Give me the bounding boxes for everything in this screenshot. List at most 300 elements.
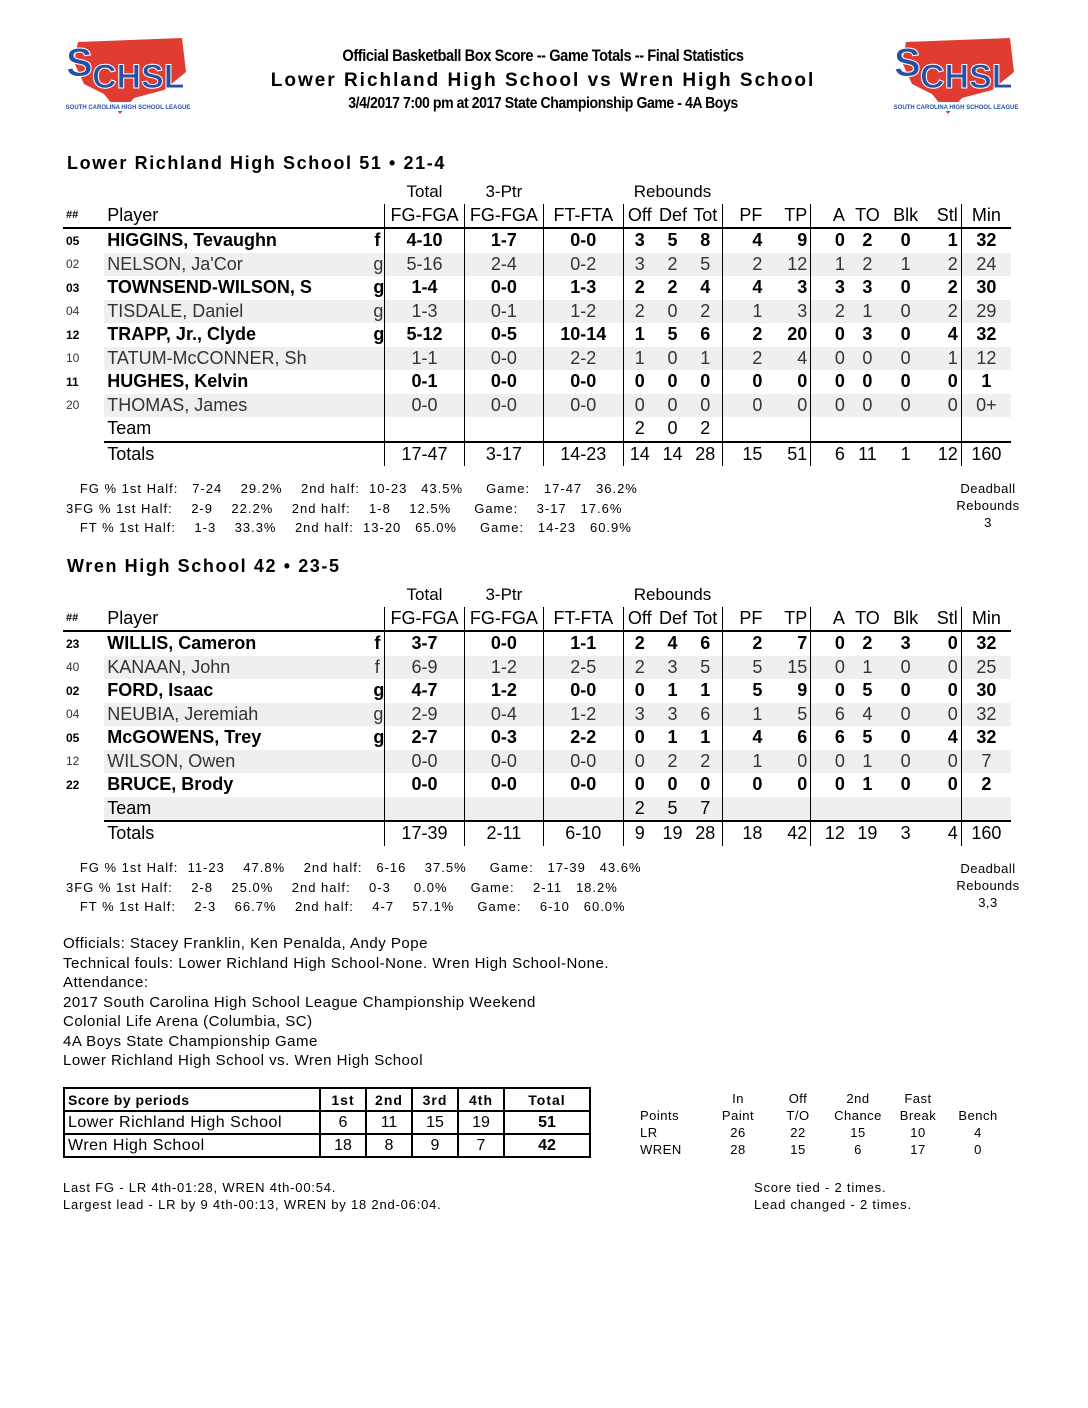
stat-blk: 0 [887,750,924,774]
periods-header-cell: 4th [458,1088,504,1111]
stat-min: 32 [961,703,1011,727]
stat-a: 0 [811,750,848,774]
player-name: TATUM-McCONNER, Sh [104,347,370,371]
stat-tp: 0 [797,774,808,795]
stat-pf: 1 [722,300,765,324]
points-header-cell: 2nd [846,1091,870,1106]
stat-tot: 2 [689,750,722,774]
stat-blk: 0 [900,680,911,701]
stat-ft: 14-23 [544,442,623,467]
player-number: 22 [66,777,80,792]
stat-a: 0 [811,656,848,680]
stat-fg: 3-7 [385,631,464,656]
stat-off: 1 [623,347,656,371]
stat-a: 0 [811,773,848,797]
player-row [63,773,1011,797]
stat-ft: 0-0 [544,773,623,797]
box-score-table [63,583,1011,846]
stat-off: 0 [623,370,656,394]
stat-ft: 0-2 [544,253,623,277]
column-header [63,204,1011,229]
player-position [370,347,384,371]
player-row [63,228,1011,253]
periods-header-cell: 2nd [366,1088,412,1111]
player-number: 12 [66,327,80,342]
player-position: g [373,727,385,748]
stat-fg: 0-0 [385,750,464,774]
team-label: Team [104,797,370,822]
stat-tp: 0 [765,394,810,418]
col-fg: FG-FGA [385,204,464,229]
stat-to: 3 [862,324,873,345]
player-name: TISDALE, Daniel [104,300,370,324]
stat-ft: 0-0 [544,750,623,774]
player-position: g [370,300,384,324]
stat-off: 2 [623,300,656,324]
note-line: Officials: Stacey Franklin, Ken Penalda, Andy Pope [63,935,428,952]
column-group-header [63,180,1011,204]
stat-fg3: 2-11 [464,821,543,846]
player-name: THOMAS, James [104,394,370,418]
stat-to: 0 [848,394,887,418]
player-row [63,679,1011,703]
pct-line: FT % 1st Half: 1-3 33.3% 2nd half: 13-20 65.0% Game: 14-23 60.9% [66,520,632,535]
player-name: WILSON, Owen [104,750,370,774]
report-title: Official Basketball Box Score -- Game Totals -- Final Statistics [342,46,744,65]
stat-def: 5 [667,324,678,345]
col-num: ## [63,204,104,229]
col-num: ## [63,607,104,632]
stat-fg: 4-10 [385,228,464,253]
col-tot: Tot [689,204,722,229]
stat-stl: 1 [947,230,958,251]
stat-tp: 7 [797,633,808,654]
stat-blk: 1 [887,253,924,277]
stat-fg3: 1-2 [464,656,543,680]
stat-blk: 3 [900,633,911,654]
stat-tp [765,417,810,442]
points-cell: 22 [790,1125,806,1140]
stat-fg3: 0-0 [464,631,543,656]
col-blk: Blk [887,204,924,229]
score-tied-line: Score tied - 2 times. [754,1180,887,1195]
stat-min: 2 [961,773,1011,797]
stat-def: 0 [656,394,689,418]
stat-tot: 4 [700,277,711,298]
stat-blk: 0 [900,230,911,251]
stat-to: 2 [848,253,887,277]
periods-cell: Wren High School [64,1134,320,1157]
stat-stl: 2 [947,277,958,298]
group-rebounds: Rebounds [633,181,712,201]
stat-min: 12 [961,347,1011,371]
stat-fg [385,797,464,822]
stat-off: 2 [623,276,656,300]
stat-def: 0 [656,300,689,324]
stat-fg: 0-0 [385,773,464,797]
stat-to [848,797,887,822]
periods-row [64,1134,590,1157]
stat-blk: 0 [900,774,911,795]
stat-def: 1 [667,727,678,748]
svg-text:CHSL: CHSL [92,58,185,96]
player-position: g [370,703,384,727]
stat-stl: 0 [947,633,958,654]
player-name: HIGGINS, Tevaughn [107,230,277,251]
points-header-cell: Points [640,1108,680,1123]
points-row [640,1124,1008,1141]
player-row [63,300,1011,324]
stat-off: 0 [623,773,656,797]
stat-a: 0 [811,323,848,347]
stat-fg: 1-1 [385,347,464,371]
stat-tot: 6 [700,633,711,654]
player-row [63,656,1011,680]
stat-tp [765,797,810,822]
points-header-cell: Bench [958,1108,998,1123]
periods-row [64,1111,590,1134]
stat-fg3: 0-5 [464,323,543,347]
player-number: 23 [66,636,80,651]
stat-to: 1 [862,774,873,795]
periods-header-cell: Score by periods [64,1088,320,1111]
stat-def: 19 [656,821,689,846]
points-cell: 26 [730,1125,746,1140]
note-line: 2017 South Carolina High School League Championship Weekend [63,993,536,1011]
stat-tot: 6 [700,324,711,345]
stat-min [961,797,1011,822]
stat-to: 1 [848,750,887,774]
stat-ft: 1-3 [544,276,623,300]
stat-min: 32 [961,228,1011,253]
stat-ft: 0-0 [544,394,623,418]
player-position: g [370,253,384,277]
periods-header-cell: Total [504,1088,590,1111]
stat-stl: 2 [924,253,961,277]
periods-cell: 19 [458,1111,504,1134]
stat-ft: 0-0 [544,679,623,703]
col-fg: FG-FGA [385,607,464,632]
points-header-cell: Break [899,1108,937,1123]
player-position [370,773,384,797]
points-header-cell: In [732,1091,744,1106]
stat-tp: 6 [797,727,808,748]
periods-cell: 8 [366,1134,412,1157]
stat-blk [887,417,924,442]
player-position [370,370,384,394]
stat-ft: 0-0 [544,370,623,394]
stat-def: 14 [656,442,689,467]
totals-row [63,821,1011,846]
stat-off: 0 [623,726,656,750]
stat-fg: 1-4 [385,276,464,300]
team-label: Team [107,418,152,439]
stat-tp: 4 [765,347,810,371]
col-blk: Blk [887,607,924,632]
points-header-cell: Off [788,1091,808,1106]
stat-min: 25 [961,656,1011,680]
player-number: 05 [66,233,80,248]
score-by-periods-table [63,1087,591,1158]
stat-min: 30 [961,276,1011,300]
player-row [63,276,1011,300]
player-row [63,703,1011,727]
stat-stl: 0 [924,703,961,727]
player-row [63,726,1011,750]
stat-off: 2 [623,656,656,680]
deadball-value: 3,3 [978,895,998,910]
stat-off: 1 [623,323,656,347]
player-name: WILLIS, Cameron [107,633,257,654]
col-stl: Stl [924,204,961,229]
points-header-cell: Paint [721,1108,755,1123]
stat-ft [544,797,623,822]
stat-fg3: 1-7 [464,228,543,253]
stat-blk: 0 [887,394,924,418]
footer-left [63,1179,442,1213]
player-position: f [374,230,381,251]
stat-fg: 6-9 [385,656,464,680]
stat-to: 5 [862,680,873,701]
stat-tp: 5 [765,703,810,727]
stat-fg3 [464,797,543,822]
col-tot: Tot [689,607,722,632]
stat-def: 2 [656,750,689,774]
player-number: 11 [66,374,79,389]
stat-min: 1 [961,370,1011,394]
stat-stl [924,417,961,442]
periods-header-cell: 3rd [412,1088,458,1111]
stat-blk: 0 [900,371,911,392]
stat-pf: 15 [722,442,765,467]
deadball-label: Deadball [960,861,1016,876]
periods-cell: 15 [412,1111,458,1134]
col-min: Min [961,607,1011,632]
event-line: 3/4/2017 7:00 pm at 2017 State Championship Game - 4A Boys [348,95,738,112]
stat-fg: 5-16 [385,253,464,277]
player-name: FORD, Isaac [107,680,214,701]
stat-a: 1 [811,253,848,277]
stat-fg3: 0-0 [464,773,543,797]
stat-tot: 2 [700,418,711,439]
periods-cell: Lower Richland High School [64,1111,320,1134]
footer-right [754,1179,912,1213]
stat-tot: 0 [700,774,711,795]
stat-pf: 4 [722,228,765,253]
player-position: g [373,324,385,345]
stat-def: 0 [667,418,678,439]
stat-pf: 2 [722,323,765,347]
stat-min: 30 [961,679,1011,703]
player-row [63,631,1011,656]
rebounds-label: Rebounds [956,878,1020,893]
stat-to: 3 [862,277,873,298]
stat-blk: 1 [887,442,924,467]
stat-off: 0 [623,679,656,703]
stat-tot: 1 [700,680,711,701]
deadball-rebounds [950,480,1026,531]
totals-label: Totals [104,442,370,467]
pct-line: FG % 1st Half: 11-23 47.8% 2nd half: 6-16 37.5% Game: 17-39 43.6% [66,860,642,875]
stat-a: 12 [811,821,848,846]
player-row [63,323,1011,347]
stat-fg3: 0-0 [464,347,543,371]
stat-tot: 0 [689,394,722,418]
col-off: Off [623,204,656,229]
note-line: Colonial Life Arena (Columbia, SC) [63,1013,313,1030]
stat-off: 9 [623,821,656,846]
shooting-percentages [66,479,638,538]
team-row [63,417,1011,442]
points-cell: 15 [790,1142,806,1157]
col-ft: FT-FTA [544,204,623,229]
stat-fg: 17-39 [385,821,464,846]
group-3ptr: 3-Ptr [485,181,523,201]
stat-fg: 2-7 [385,726,464,750]
stat-tp: 15 [765,656,810,680]
stat-pf: 0 [722,773,765,797]
stat-a: 2 [811,300,848,324]
stat-def: 2 [656,253,689,277]
stat-blk: 0 [887,656,924,680]
stat-tot: 28 [689,821,722,846]
svg-text:S: S [894,41,921,85]
points-header-cell [948,1090,1008,1107]
stat-tp: 3 [797,277,808,298]
stat-pf: 5 [722,656,765,680]
stat-pf: 0 [722,370,765,394]
deadball-value: 3 [984,515,992,530]
periods-cell: 9 [412,1134,458,1157]
pct-line: 3FG % 1st Half: 2-9 22.2% 2nd half: 1-8 12.5% Game: 3-17 17.6% [66,500,623,516]
stat-def: 5 [656,797,689,822]
stat-min [961,417,1011,442]
periods-cell: 18 [320,1134,366,1157]
stat-def: 0 [667,774,678,795]
col-ft: FT-FTA [544,607,623,632]
player-row [63,394,1011,418]
stat-off: 0 [623,750,656,774]
player-name: BRUCE, Brody [107,774,234,795]
stat-ft: 10-14 [544,323,623,347]
stat-tot: 2 [689,300,722,324]
stat-def: 3 [656,656,689,680]
stat-fg3: 1-2 [464,679,543,703]
col-player: Player [104,607,370,632]
stat-off: 3 [623,703,656,727]
player-position: f [374,633,381,654]
group-total: Total [406,584,443,604]
stat-tot: 7 [689,797,722,822]
col-to: TO [848,204,887,229]
player-number: 40 [63,656,104,680]
stat-fg: 0-1 [385,370,464,394]
stat-min: 24 [961,253,1011,277]
stat-stl: 4 [947,324,958,345]
points-header-cell [640,1090,708,1107]
stat-fg: 4-7 [385,679,464,703]
stat-stl: 12 [924,442,961,467]
stat-tp: 12 [765,253,810,277]
stat-fg3: 0-1 [464,300,543,324]
stat-off: 3 [623,228,656,253]
stat-tp: 9 [797,680,808,701]
stat-tot: 6 [689,703,722,727]
col-pf: PF [722,607,765,632]
player-name: TOWNSEND-WILSON, S [107,277,312,298]
stat-tp: 20 [787,324,808,345]
stat-a: 6 [811,703,848,727]
stat-fg3: 0-0 [464,276,543,300]
stat-stl: 0 [924,750,961,774]
stat-off: 3 [623,253,656,277]
stat-stl: 0 [924,656,961,680]
stat-a: 0 [811,394,848,418]
stat-ft: 1-2 [544,703,623,727]
stat-blk: 0 [887,300,924,324]
points-cell: 10 [910,1125,926,1140]
stat-stl: 0 [924,394,961,418]
col-def: Def [656,607,689,632]
stat-ft [544,417,623,442]
stat-pf: 2 [722,253,765,277]
svg-text:SOUTH CAROLINA HIGH SCHOOL LEA: SOUTH CAROLINA HIGH SCHOOL LEAGUE [65,105,191,111]
pct-line: FT % 1st Half: 2-3 66.7% 2nd half: 4-7 57.1% Game: 6-10 60.0% [66,899,626,914]
stat-stl: 0 [947,774,958,795]
points-cell: 17 [910,1142,926,1157]
stat-pf: 4 [722,276,765,300]
stat-def: 5 [667,230,678,251]
stat-pf: 1 [722,703,765,727]
stat-pf: 18 [722,821,765,846]
stat-blk: 0 [887,703,924,727]
stat-blk: 3 [887,821,924,846]
col-def: Def [656,204,689,229]
stat-min: 32 [961,631,1011,656]
stat-blk: 0 [900,277,911,298]
col-a: A [811,607,848,632]
points-header-cell: Chance [834,1108,882,1123]
player-position: g [373,680,385,701]
lead-changed-line: Lead changed - 2 times. [754,1197,912,1212]
periods-cell: 42 [504,1134,590,1157]
stat-pf [722,417,765,442]
points-cell: 4 [974,1125,982,1140]
stat-off: 0 [623,394,656,418]
points-breakdown-table [640,1090,1008,1158]
player-row [63,253,1011,277]
stat-stl: 1 [924,347,961,371]
stat-pf: 0 [722,394,765,418]
stat-def: 0 [667,371,678,392]
col-min: Min [961,204,1011,229]
points-header [640,1090,1008,1107]
player-number: 12 [63,750,104,774]
player-number: 04 [63,703,104,727]
deadball-label: Deadball [960,481,1016,496]
stat-ft: 2-5 [544,656,623,680]
player-name: TRAPP, Jr., Clyde [107,324,256,345]
pct-line: FG % 1st Half: 7-24 29.2% 2nd half: 10-23 43.5% Game: 17-47 36.2% [66,481,638,496]
stat-pf [722,797,765,822]
stat-fg: 0-0 [385,394,464,418]
stat-fg: 2-9 [385,703,464,727]
stat-tot: 5 [689,253,722,277]
stat-fg: 5-12 [385,323,464,347]
group-3ptr: 3-Ptr [485,584,523,604]
player-position [370,394,384,418]
stat-pf: 4 [722,726,765,750]
